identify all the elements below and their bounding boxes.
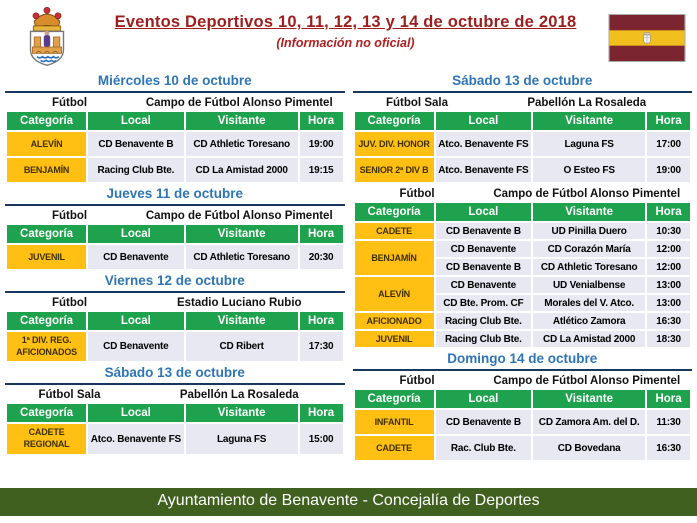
column-header-visitante: Visitante (533, 390, 645, 408)
column-header-local: Local (88, 112, 184, 130)
cell-hora: 13:00 (647, 277, 690, 293)
cell-hora: 10:30 (647, 223, 690, 239)
benavente-crest-icon (14, 3, 80, 69)
column-header-categoria: Categoría (7, 312, 86, 330)
cell-visitante: CD Bovedana (533, 436, 645, 460)
schedule-table-miercoles-10 (5, 110, 345, 184)
column-header-categoria: Categoría (7, 112, 86, 130)
cell-local: CD Benavente (436, 241, 532, 257)
table-row (355, 223, 691, 239)
header-row (355, 390, 691, 408)
header-row (7, 112, 343, 130)
column-header-visitante: Visitante (186, 225, 298, 243)
column-header-visitante: Visitante (533, 112, 645, 130)
cell-hora: 15:00 (300, 424, 343, 453)
header-titles (88, 3, 603, 70)
cell-visitante: Laguna FS (533, 132, 645, 156)
cell-local: Racing Club Bte. (436, 313, 532, 329)
section-subhead (353, 97, 693, 109)
cell-visitante: CD Ribert (186, 332, 298, 361)
venue-label: Estadio Luciano Rubio (176, 297, 302, 309)
header-row (355, 203, 691, 221)
venue-label: Campo de Fútbol Alonso Pimentel (145, 97, 333, 109)
column-header-visitante: Visitante (186, 312, 298, 330)
section-subhead (5, 210, 345, 222)
table-row (355, 241, 691, 257)
column-header-local: Local (436, 390, 532, 408)
day-heading-sabado-13-right: Sábado 13 de octubre (353, 73, 693, 93)
cell-categoria: BENJAMÍN (355, 241, 434, 275)
cell-visitante: UD Pinilla Duero (533, 223, 645, 239)
schedule-table-sabado-13-futsal-right (353, 110, 693, 184)
column-header-hora: Hora (300, 112, 343, 130)
flag-container (603, 3, 691, 70)
cell-visitante: CD La Amistad 2000 (186, 158, 298, 182)
column-header-hora: Hora (300, 404, 343, 422)
column-header-hora: Hora (300, 312, 343, 330)
cell-hora: 17:30 (300, 332, 343, 361)
cell-hora: 20:30 (300, 245, 343, 269)
cell-hora: 11:30 (647, 410, 690, 434)
cell-hora: 12:00 (647, 259, 690, 275)
day-heading-sabado-13-left: Sábado 13 de octubre (5, 365, 345, 385)
cell-hora: 17:00 (647, 132, 690, 156)
venue-label: Pabellón La Rosaleda (179, 389, 299, 402)
cell-visitante: CD Athletic Toresano (186, 245, 298, 269)
cell-hora: 16:30 (647, 313, 690, 329)
table-row (355, 331, 691, 347)
cell-local: CD Bte. Prom. CF (436, 295, 532, 311)
column-header-local: Local (88, 225, 184, 243)
cell-hora: 13:00 (647, 295, 690, 311)
table-row (7, 332, 343, 361)
cell-categoria: CADETE (355, 436, 434, 460)
crest-container (6, 3, 88, 70)
cell-hora: 19:15 (300, 158, 343, 182)
schedule-table-viernes-12 (5, 310, 345, 363)
poster-header (0, 0, 697, 70)
cell-hora: 16:30 (647, 436, 690, 460)
cell-visitante: CD La Amistad 2000 (533, 331, 645, 347)
column-header-visitante: Visitante (186, 404, 298, 422)
cell-visitante: Atlético Zamora (533, 313, 645, 329)
venue-label: Campo de Fútbol Alonso Pimentel (145, 210, 333, 222)
table-row (355, 410, 691, 434)
cell-categoria: 1ª DIV. REG. AFICIONADOS (7, 332, 86, 361)
header-row (355, 112, 691, 130)
cell-local: CD Benavente (88, 332, 184, 361)
column-header-hora: Hora (300, 225, 343, 243)
cell-hora: 12:00 (647, 241, 690, 257)
header-row (7, 404, 343, 422)
column-header-hora: Hora (647, 390, 690, 408)
venue-label: Pabellón La Rosaleda (527, 97, 647, 109)
benavente-flag-icon (607, 14, 687, 62)
table-row (355, 313, 691, 329)
sport-label: Fútbol Sala (386, 97, 448, 109)
cell-local: CD Benavente B (436, 223, 532, 239)
cell-visitante: CD Corazón María (533, 241, 645, 257)
sport-label: Fútbol (51, 297, 88, 309)
schedule-table-jueves-11 (5, 223, 345, 271)
cell-hora: 18:30 (647, 331, 690, 347)
cell-categoria: AFICIONADO (355, 313, 434, 329)
cell-hora: 19:00 (647, 158, 690, 182)
cell-categoria: JUVENIL (7, 245, 86, 269)
column-header-categoria: Categoría (7, 225, 86, 243)
footer-text: Ayuntamiento de Benavente - Concejalía de Deportes (157, 492, 540, 509)
right-column (353, 71, 693, 485)
sport-label: Fútbol (399, 188, 435, 200)
header-row (7, 225, 343, 243)
column-header-visitante: Visitante (533, 203, 645, 221)
cell-visitante: CD Zamora Am. del D. (533, 410, 645, 434)
schedule-table-sabado-13-futbol (353, 201, 693, 349)
cell-visitante: Morales del V. Atco. (533, 295, 645, 311)
cell-categoria: JUV. DIV. HONOR (355, 132, 434, 156)
column-header-hora: Hora (647, 112, 690, 130)
cell-categoria: ALEVÍN (355, 277, 434, 311)
section-subhead (5, 97, 345, 109)
cell-local: CD Benavente (436, 277, 532, 293)
sport-label: Fútbol (399, 375, 435, 387)
column-header-categoria: Categoría (7, 404, 86, 422)
schedule-table-sabado-13-futsal-left (5, 402, 345, 455)
cell-local: Racing Club Bte. (88, 158, 184, 182)
column-header-local: Local (88, 312, 184, 330)
table-row (355, 158, 691, 182)
sport-label: Fútbol (51, 97, 88, 109)
day-heading-jueves-11: Jueves 11 de octubre (5, 186, 345, 206)
table-row (7, 424, 343, 453)
header-row (7, 312, 343, 330)
column-header-categoria: Categoría (355, 203, 434, 221)
cell-categoria: BENJAMÍN (7, 158, 86, 182)
cell-visitante: Laguna FS (186, 424, 298, 453)
cell-local: Atco. Benavente FS (436, 158, 532, 182)
sport-label: Fútbol Sala (38, 389, 101, 402)
poster-title: Eventos Deportivos 10, 11, 12, 13 y 14 de octubre de 2018 (114, 13, 577, 31)
section-subhead (353, 188, 693, 200)
footer-banner (0, 488, 697, 516)
column-header-categoria: Categoría (355, 112, 434, 130)
day-heading-domingo-14: Domingo 14 de octubre (353, 351, 693, 371)
section-subhead (5, 389, 345, 401)
left-column (5, 71, 345, 485)
table-row (355, 132, 691, 156)
cell-local: Atco. Benavente FS (88, 424, 184, 453)
table-row (7, 132, 343, 156)
table-row (355, 277, 691, 293)
poster-subtitle: (Información no oficial) (276, 36, 415, 50)
sport-label: Fútbol (51, 210, 88, 222)
cell-local: CD Benavente B (436, 410, 532, 434)
cell-local: CD Benavente (88, 245, 184, 269)
cell-categoria: ALEVÍN (7, 132, 86, 156)
column-header-local: Local (436, 112, 532, 130)
section-subhead (5, 297, 345, 309)
cell-visitante: CD Athletic Toresano (533, 259, 645, 275)
cell-local: CD Benavente B (88, 132, 184, 156)
venue-label: Campo de Fútbol Alonso Pimentel (493, 188, 681, 200)
table-row (7, 158, 343, 182)
cell-local: Racing Club Bte. (436, 331, 532, 347)
cell-local: Atco. Benavente FS (436, 132, 532, 156)
cell-local: Rac. Club Bte. (436, 436, 532, 460)
cell-hora: 19:00 (300, 132, 343, 156)
cell-visitante: O Esteo FS (533, 158, 645, 182)
column-header-categoria: Categoría (355, 390, 434, 408)
section-subhead (353, 375, 693, 387)
day-heading-miercoles-10: Miércoles 10 de octubre (5, 73, 345, 93)
cell-categoria: SENIOR 2ª DIV B (355, 158, 434, 182)
schedule-table-domingo-14 (353, 388, 693, 462)
column-header-local: Local (88, 404, 184, 422)
column-header-visitante: Visitante (186, 112, 298, 130)
cell-visitante: UD Venialbense (533, 277, 645, 293)
table-row (355, 436, 691, 460)
cell-categoria: CADETE REGIONAL (7, 424, 86, 453)
cell-categoria: INFANTIL (355, 410, 434, 434)
column-header-local: Local (436, 203, 532, 221)
cell-local: CD Benavente B (436, 259, 532, 275)
venue-label: Campo de Fútbol Alonso Pimentel (493, 375, 681, 387)
cell-categoria: CADETE (355, 223, 434, 239)
schedule-columns (0, 70, 697, 485)
day-heading-viernes-12: Viernes 12 de octubre (5, 273, 345, 293)
cell-visitante: CD Athletic Toresano (186, 132, 298, 156)
column-header-hora: Hora (647, 203, 690, 221)
cell-categoria: JUVENIL (355, 331, 434, 347)
table-row (7, 245, 343, 269)
